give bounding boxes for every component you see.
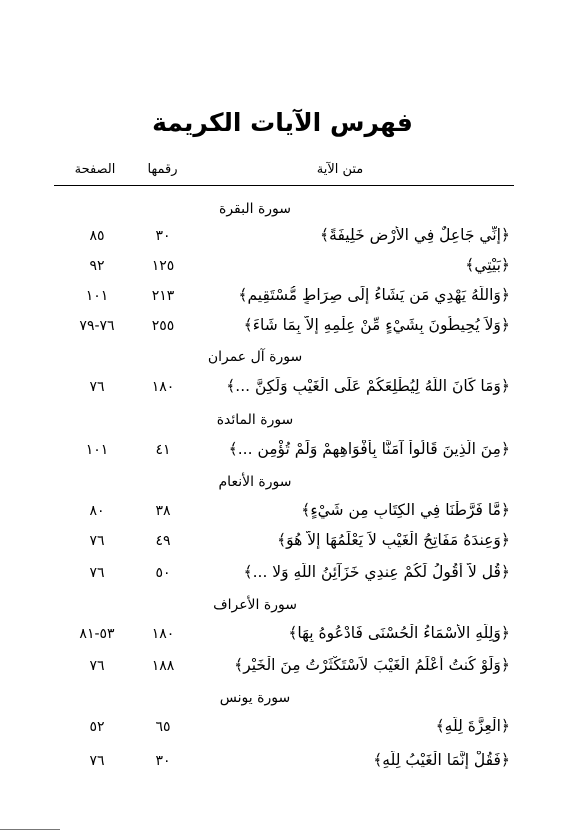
page-number: ٥٢ [89,719,105,735]
table-row [0,256,565,288]
table-row [0,316,565,348]
surah-heading: سورة الأنعام [218,474,292,490]
page-number: ٧٦-٧٩ [79,318,115,334]
verse-text: ﴿الْعِزَّةَ لِلَّهِ﴾ [435,717,510,735]
verse-text: ﴿قُل لاَّ أَقُولُ لَكُمْ عِندِي خَزَآئِنُ اللّهِ وَلا ...﴾ [243,563,510,581]
page-number: ١٠١ [85,442,109,458]
table-row [0,563,565,595]
header-divider [54,185,514,186]
page-number: ٧٦ [89,533,105,549]
table-row [0,501,565,533]
verse-number: ١٨٠ [151,626,175,642]
verse-number: ٣٨ [155,503,171,519]
verse-number: ٢٥٥ [151,318,175,334]
verse-text: ﴿وَلِلَّهِ الأَسْمَاءُ الْحُسْنَى فَادْعُوهُ بِهَا﴾ [288,624,510,642]
page-edge-divider [0,829,60,830]
page-number: ٩٢ [89,258,105,274]
page-number: ٧٦ [89,658,105,674]
surah-heading: سورة الأعراف [213,597,297,613]
verse-text: ﴿إِنِّي جَاعِلٌ فِي الأَرْضِ خَلِيفَةً﴾ [320,226,510,244]
verse-number: ١٨٨ [151,658,175,674]
table-row [0,377,565,409]
page-number: ٥٣-٨١ [79,626,115,642]
verse-number: ٣٠ [155,228,171,244]
surah-heading: سورة آل عمران [207,349,303,365]
verse-text: ﴿وَعِندَهُ مَفَاتِحُ الْغَيْبِ لاَ يَعْلَمُهَا إِلاَّ هُوَ﴾ [277,531,510,549]
page-number: ٨٠ [89,503,105,519]
verse-text: ﴿مِنَ الَّذِينَ قَالُواْ آمَنَّا بِأَفْوَاهِهِمْ وَلَمْ تُؤْمِن ...﴾ [228,440,510,458]
verse-text: ﴿وَلَوْ كُنتُ أَعْلَمُ الْغَيْبَ لاَسْتَكْثَرْتُ مِنَ الْخَيْرِ﴾ [234,656,510,674]
table-row [0,226,565,258]
page-number: ٨٥ [89,228,105,244]
verse-number: ١٢٥ [151,258,175,274]
surah-heading: سورة البقرة [218,201,292,217]
verse-text: ﴿وَاللَّهُ يَهْدِي مَن يَشَاءُ إِلَى صِرَاطٍ مُّسْتَقِيمٍ﴾ [238,286,510,304]
page-title: فهرس الآيات الكريمة [152,108,413,137]
verse-number: ٣٠ [155,753,171,769]
surah-heading: سورة المائدة [216,412,294,428]
table-row [0,751,565,783]
verse-text: ﴿وَلاَ يُحِيطُونَ بِشَيْءٍ مِّنْ عِلْمِهِ إِلاَّ بِمَا شَاءَ﴾ [243,316,510,334]
header-page: الصفحة [74,162,116,177]
verse-number: ٥٠ [155,565,171,581]
table-row [0,717,565,749]
verse-number: ٤٩ [155,533,171,549]
page-number: ٧٦ [89,565,105,581]
table-row [0,440,565,472]
verse-text: ﴿مَّا فَرَّطْنَا فِي الكِتَابِ مِن شَيْءٍ﴾ [301,501,510,519]
table-row [0,624,565,656]
table-row [0,656,565,688]
verse-text: ﴿وَمَا كَانَ اللَّهُ لِيُطْلِعَكُمْ عَلَى الْغَيْبِ وَلَكِنَّ ...﴾ [226,377,510,395]
page-number: ٧٦ [89,379,105,395]
header-verse-number: رقمها [147,162,178,177]
verse-number: ٦٥ [155,719,171,735]
table-row [0,531,565,563]
verse-text: ﴿فَقُلْ إِنَّمَا الْغَيْبُ لِلَّهِ﴾ [373,751,510,769]
verse-text: ﴿بَيْتِي﴾ [465,256,510,274]
verse-number: ٤١ [155,442,171,458]
header-verse-text: متن الآية [316,162,364,177]
table-row [0,286,565,318]
page-number: ١٠١ [85,288,109,304]
verse-number: ٢١٣ [151,288,175,304]
verse-number: ١٨٠ [151,379,175,395]
surah-heading: سورة يونس [219,690,291,706]
page-number: ٧٦ [89,753,105,769]
